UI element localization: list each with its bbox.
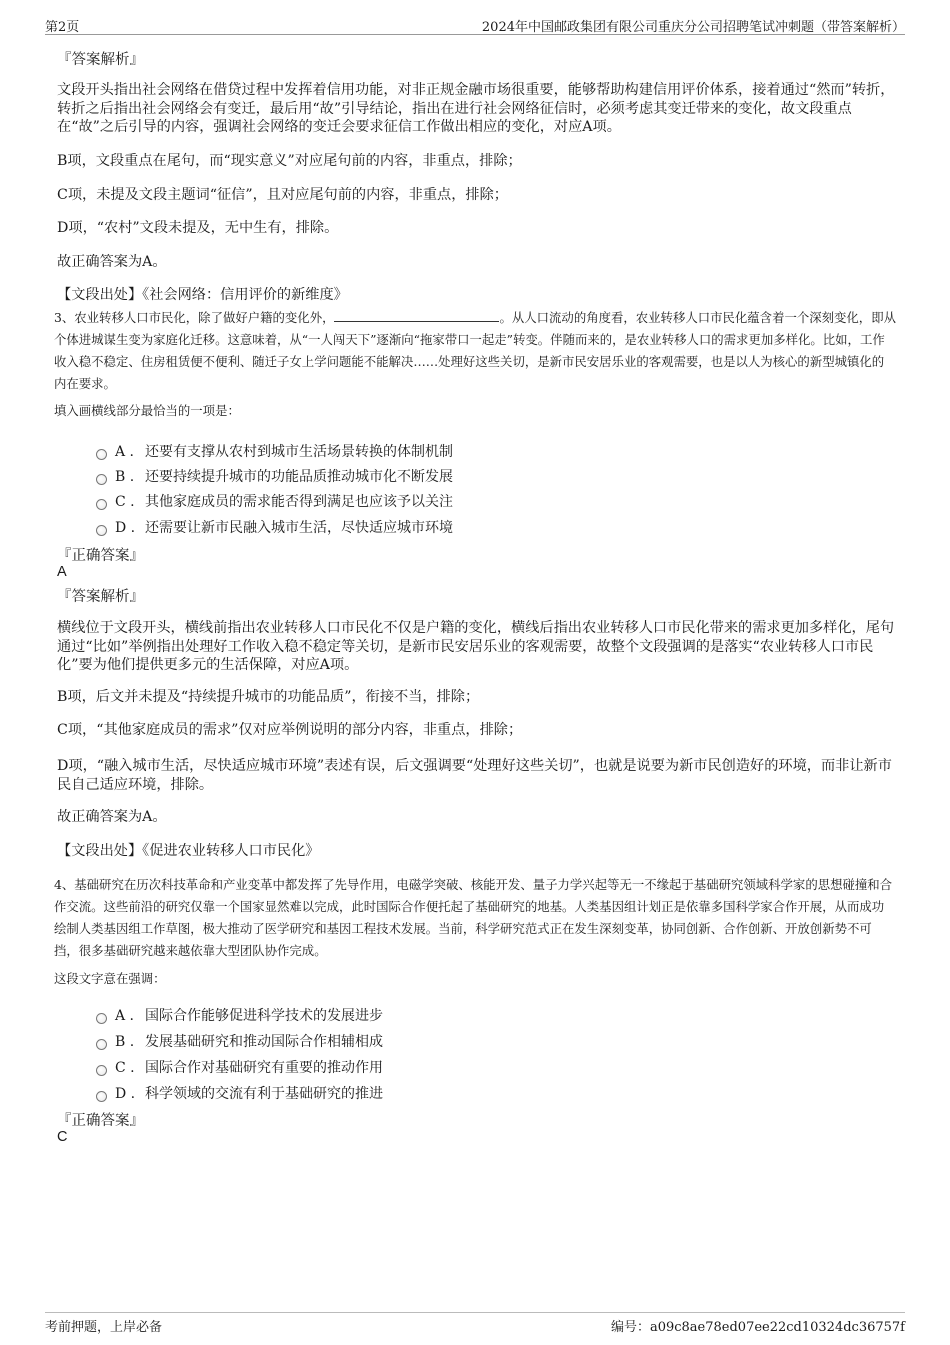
q3-option-c-analysis: C项，“其他家庭成员的需求”仅对应举例说明的部分内容，非重点，排除； (57, 722, 523, 738)
q3-answer: A (57, 564, 67, 580)
q4-correct-label: 『正确答案』 (57, 1113, 144, 1129)
footer-slogan: 考前押题，上岸必备 (45, 1320, 163, 1335)
q3-stem (54, 307, 896, 395)
q3-option-a[interactable]: A . 还要有支撑从农村到城市生活场景转换的体制机制 (96, 441, 453, 461)
q3-analysis-label: 『答案解析』 (57, 589, 144, 605)
q4-option-a[interactable]: A . 国际合作能够促进科学技术的发展进步 (96, 1005, 383, 1025)
q4-prompt: 这段文字意在强调： (54, 971, 166, 986)
q2-source: 【文段出处】《社会网络：信用评价的新维度》 (57, 287, 348, 303)
q3-prompt: 填入画横线部分最恰当的一项是： (54, 403, 240, 418)
q3-conclusion: 故正确答案为A。 (57, 809, 167, 825)
q4-answer: C (57, 1129, 68, 1145)
q3-analysis-text: 横线位于文段开头，横线前指出农业转移人口市民化不仅是户籍的变化，横线后指出农业转移人口市民化带来的需求更加多样化，尾句通过“比如”举例指出处理好工作收入稳不稳定等关切，是新市民安居乐业的客观需要，故整个文段强调的是落实“农业转移人口市民化”要为他们提供更多元的生活保障，对应A项。 (57, 620, 895, 673)
page-number: 第2页 (45, 20, 80, 35)
q3-option-d-analysis: D项，“融入城市生活，尽快适应城市环境”表述有误，后文强调要“处理好这些关切”，也就是说要为新市民创造好的环境，而非让新市民自己适应环境，排除。 (57, 758, 892, 793)
radio-icon[interactable] (96, 1065, 107, 1076)
q3-option-b[interactable]: B . 还要持续提升城市的功能品质推动城市化不断发展 (96, 466, 453, 486)
radio-icon[interactable] (96, 474, 107, 485)
q2-analysis-text: 文段开头指出社会网络在借贷过程中发挥着信用功能，对非正规金融市场很重要，能够帮助构建信用评价体系，接着通过“然而”转折，转折之后指出社会网络会有变迁，最后用“故”引导结论，指出在进行社会网络征信时，必须考虑其变迁带来的变化，故文段重点在“故”之后引导的内容，强调社会网络的变迁会要求征信工作做出相应的变化，对应A项。 (57, 82, 895, 135)
q4-option-d[interactable]: D . 科学领域的交流有利于基础研究的推进 (96, 1083, 383, 1103)
radio-icon[interactable] (96, 1091, 107, 1102)
q2-analysis-label: 『答案解析』 (57, 52, 144, 68)
page-header (45, 16, 905, 35)
q3-stem-after: 。从人口流动的角度看，农业转移人口市民化蕴含着一个深刻变化，即从个体进城谋生变为家庭化迁移。这意味着，从“一人闯天下”逐渐向“拖家带口一起走”转变。伴随而来的，是农业转移人口的需求更加多样化。比如，工作收入稳不稳定、住房租赁便不便利、随迁子女上学问题能不能解决……处理好这些关切，是新市民安居乐业的客观需要，也是以人为核心的新型城镇化的内在要求。 (54, 310, 896, 391)
q2-conclusion: 故正确答案为A。 (57, 254, 167, 270)
q2-option-c-analysis: C项，未提及文段主题词“征信”，且对应尾句前的内容，非重点，排除； (57, 187, 508, 203)
q4-option-b[interactable]: B . 发展基础研究和推动国际合作相辅相成 (96, 1031, 383, 1051)
q4-stem: 4、基础研究在历次科技革命和产业变革中都发挥了先导作用，电磁学突破、核能开发、量子力学兴起等无一不缘起于基础研究领域科学家的思想碰撞和合作交流。这些前沿的研究仅靠一个国家显然难以完成，此时国际合作便托起了基础研究的地基。人类基因组计划正是依靠多国科学家合作开展，从而成功绘制人类基因组工作草图，极大推动了医学研究和基因工程技术发展。当前，科学研究范式正在发生深刻变革，协同创新、合作创新、开放创新势不可挡，很多基础研究越来越依靠大型团队协作完成。 (54, 877, 893, 958)
page-footer (45, 1312, 905, 1334)
radio-icon[interactable] (96, 449, 107, 460)
q4-option-c[interactable]: C . 国际合作对基础研究有重要的推动作用 (96, 1057, 383, 1077)
q3-option-d[interactable]: D . 还需要让新市民融入城市生活，尽快适应城市环境 (96, 517, 453, 537)
document-id: 编号：a09c8ae78ed07ee22cd10324dc36757f (610, 1320, 905, 1335)
q3-source: 【文段出处】《促进农业转移人口市民化》 (57, 843, 320, 859)
q3-option-c[interactable]: C . 其他家庭成员的需求能否得到满足也应该予以关注 (96, 491, 453, 511)
document-title: 2024年中国邮政集团有限公司重庆分公司招聘笔试冲刺题（带答案解析） (481, 20, 905, 35)
q3-option-b-analysis: B项，后文并未提及“持续提升城市的功能品质”，衔接不当，排除； (57, 689, 480, 705)
q3-blank (334, 309, 499, 322)
q3-stem-before: 3、农业转移人口市民化，除了做好户籍的变化外， (54, 310, 335, 325)
radio-icon[interactable] (96, 1039, 107, 1050)
q2-option-b-analysis: B项，文段重点在尾句，而“现实意义”对应尾句前的内容，非重点，排除； (57, 153, 522, 169)
radio-icon[interactable] (96, 525, 107, 536)
q2-option-d-analysis: D项，“农村”文段未提及，无中生有，排除。 (57, 220, 339, 236)
q3-correct-label: 『正确答案』 (57, 548, 144, 564)
radio-icon[interactable] (96, 499, 107, 510)
radio-icon[interactable] (96, 1013, 107, 1024)
